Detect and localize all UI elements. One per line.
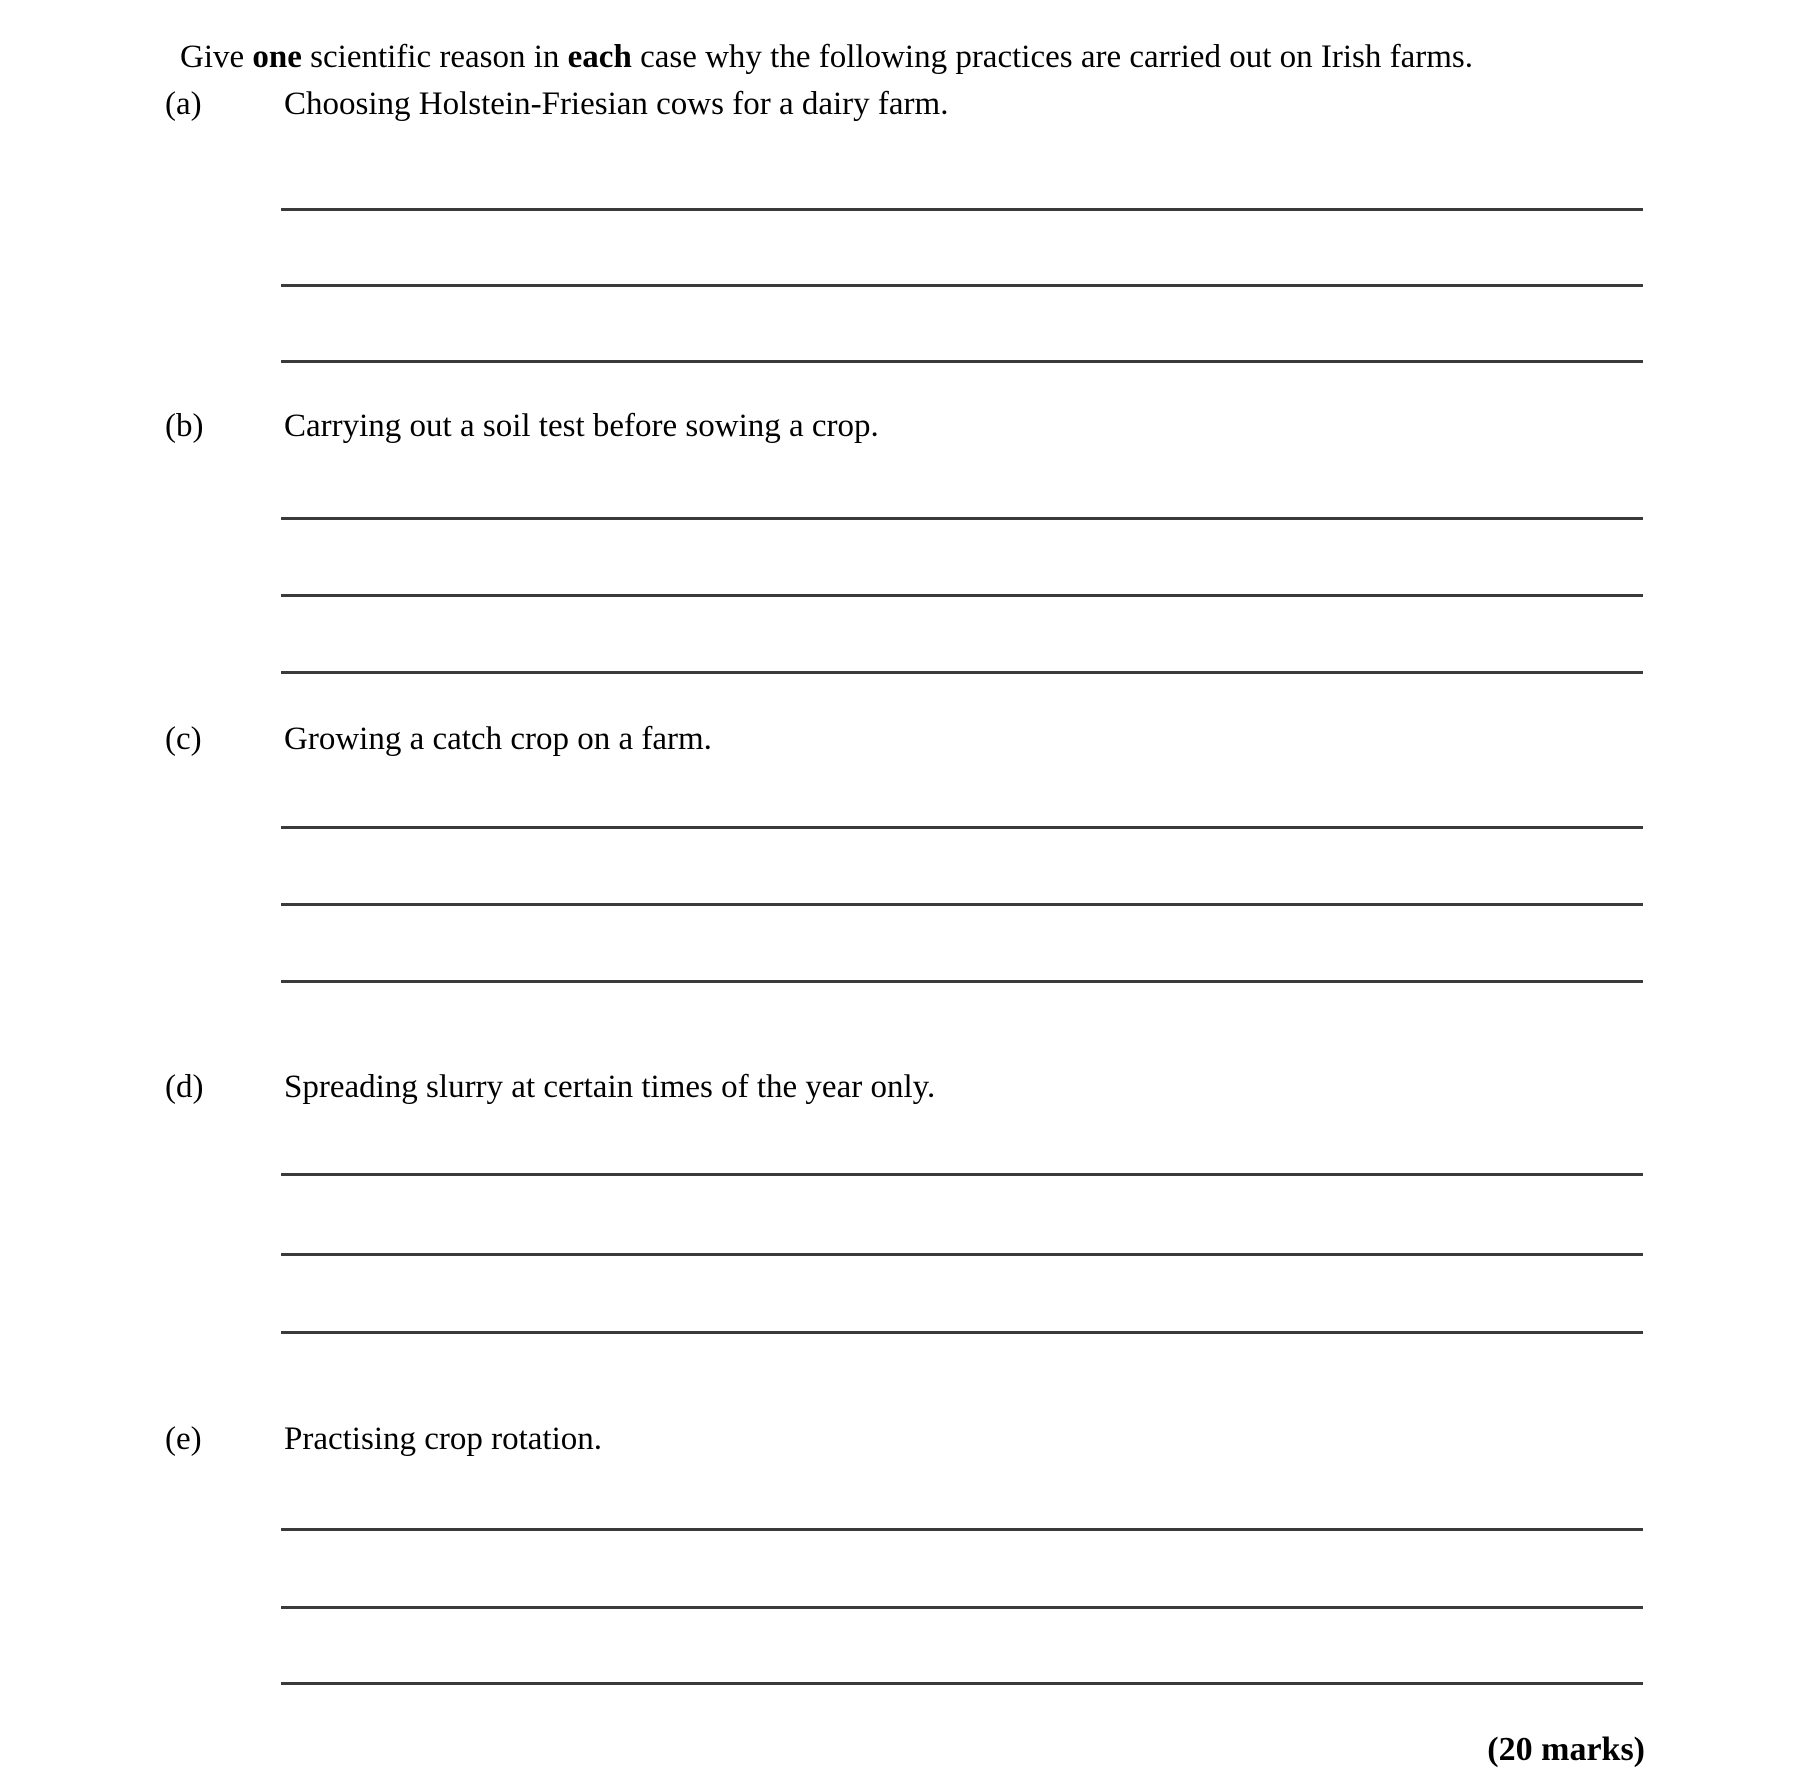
answer-line: [281, 1173, 1643, 1176]
question-item-e: [165, 1419, 602, 1459]
question-prompt: [180, 37, 1473, 77]
question-text: Choosing Holstein-Friesian cows for a dairy farm.: [284, 86, 949, 122]
answer-line: [281, 284, 1643, 287]
answer-line: [281, 1682, 1643, 1685]
prompt-text-1: Give: [180, 39, 253, 75]
question-label: (c): [165, 721, 202, 757]
prompt-text-2: scientific reason in: [301, 39, 568, 75]
answer-line: [281, 208, 1643, 211]
question-label: (a): [165, 86, 202, 122]
answer-line: [281, 1253, 1643, 1256]
answer-line: [281, 1606, 1643, 1609]
answer-line: [281, 360, 1643, 363]
answer-line: [281, 1528, 1643, 1531]
answer-line: [281, 903, 1643, 906]
question-text: Growing a catch crop on a farm.: [284, 721, 712, 757]
prompt-emphasis-one: one: [252, 39, 302, 75]
question-label: (b): [165, 408, 204, 444]
question-label: (e): [165, 1421, 202, 1457]
question-text: Spreading slurry at certain times of the year only.: [284, 1069, 936, 1105]
prompt-text-3: case why the following practices are carried out on Irish farms.: [631, 39, 1473, 75]
answer-line: [281, 517, 1643, 520]
question-label: (d): [165, 1069, 204, 1105]
marks-label: (20 marks): [1487, 1731, 1645, 1768]
prompt-emphasis-each: each: [567, 39, 632, 75]
answer-line: [281, 826, 1643, 829]
question-item-b: [165, 406, 879, 446]
question-text: Carrying out a soil test before sowing a crop.: [284, 408, 879, 444]
question-item-a: [165, 84, 948, 124]
answer-line: [281, 980, 1643, 983]
answer-line: [281, 671, 1643, 674]
answer-line: [281, 594, 1643, 597]
answer-line: [281, 1331, 1643, 1334]
question-text: Practising crop rotation.: [284, 1421, 603, 1457]
question-item-d: [165, 1067, 935, 1107]
question-item-c: [165, 719, 712, 759]
